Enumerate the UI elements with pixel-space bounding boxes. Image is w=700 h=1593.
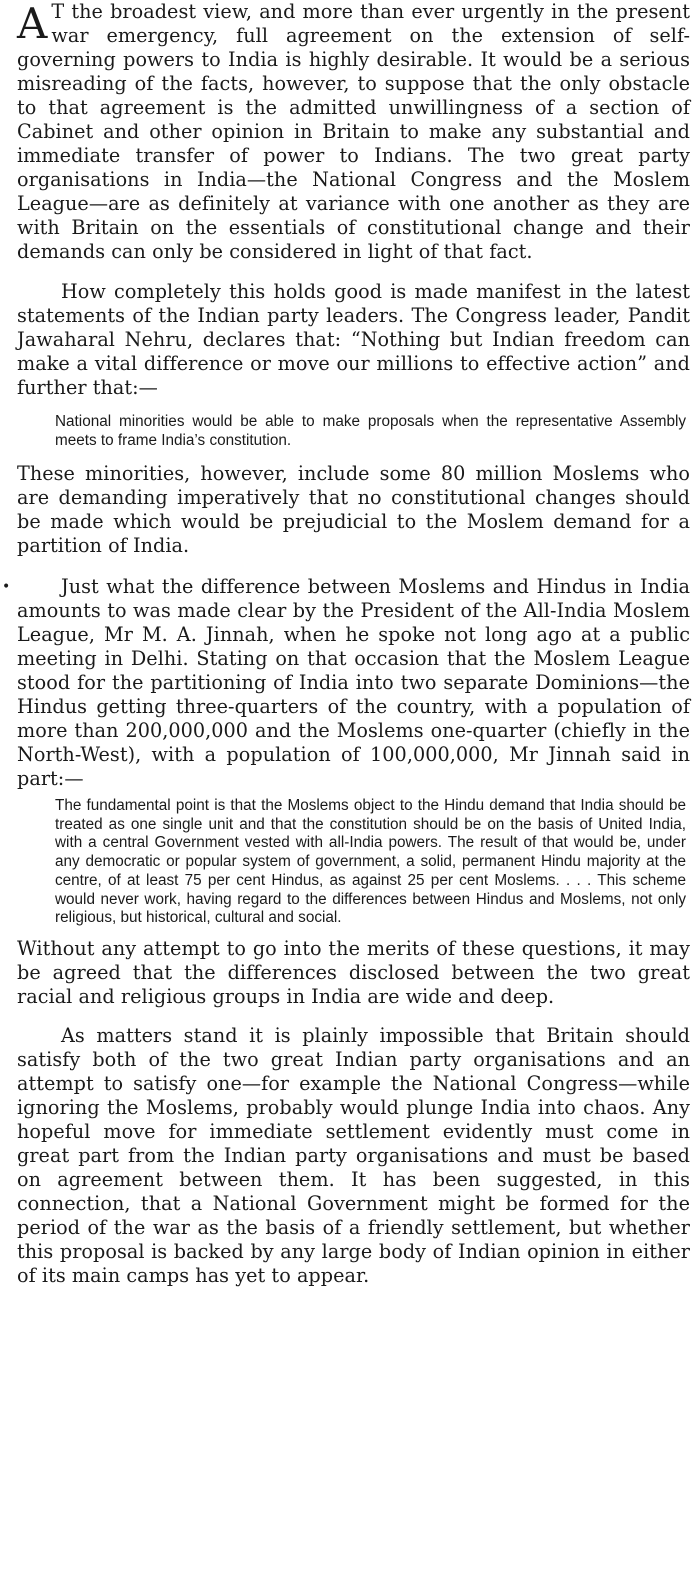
paragraph-6: As matters stand it is plainly impossible that Britain should satisfy both of the two great Indian party organisations and an attempt to satisfy one—for example the National Congress—while ignoring the Moslems, probably would plunge India into chaos. Any hopeful move for immediate settlement evidently must come in great part from the Indian party organisations and must be based on agreement between them. It has been suggested, in this connection, that a National Government might be formed for the period of the war as the basis of a friendly settlement, but whether this proposal is backed by any large body of Indian opinion in either of its main camps has yet to appear. [17, 1023, 690, 1287]
paragraph-2: How completely this holds good is made manifest in the latest statements of the Indian party leaders. The Congress leader, Pandit Jawaharal Nehru, declares that: “Nothing but Indian freedom can make a vital difference or move our millions to effective action” and further that:— [17, 280, 690, 399]
paragraph-4: Just what the difference between Moslems and Hindus in India amounts to was made clear by the President of the All-India Moslem League, Mr M. A. Jinnah, when he spoke not long ago at a public meeting in Delhi. Stating on that occasion that the Moslem League stood for the partitioning of India into two separate Dominions—the Hindus getting three-quarters of the country, with a population of more than 200,000,000 and the Moslems one-quarter (chiefly in the North-West), with a population of 100,000,000, Mr Jinnah said in part:— [17, 575, 690, 790]
quote-nehru: National minorities would be able to make proposals when the representative Assembly meets to frame India’s constitution. [55, 413, 686, 449]
paragraph-3: These minorities, however, include some 80 million Moslems who are demanding imperatively that no constitutional changes should be made which would be prejudicial to the Moslem demand for a partition of India. [17, 462, 690, 557]
paragraph-1-text: T the broadest view, and more than ever urgently in the present war emergency, full agreement on the extension of self-governing powers to India is highly desirable. It would be a serious misreading of the facts, however, to suppose that the only obstacle to that agreement is the admitted unwillingness of a section of Cabinet and other opinion in Britain to make any substantial and immediate transfer of power to Indians. The two great party organisations in India—the National Congress and the Moslem League—are as definitely at variance with one another as they are with Britain on the essentials of constitutional change and their demands can only be considered in light of that fact. [17, 0, 690, 263]
margin-mark-icon: • [2, 579, 11, 595]
drop-cap: A [17, 0, 48, 48]
paragraph-5: Without any attempt to go into the merits of these questions, it may be agreed that the differences disclosed between the two great racial and religious groups in India are wide and deep. [17, 936, 690, 1008]
quote-jinnah: The fundamental point is that the Moslems object to the Hindu demand that India should be treated as one single unit and that the constitution should be on the basis of United India, with a central Government vested with all-India powers. The result of that would be, under any democratic or popular system of government, a solid, permanent Hindu majority at the centre, of at least 75 per cent Hindus, as against 25 per cent Moslems. . . . This scheme would never work, having regard to the differences between Hindus and Moslems, not only religious, but historical, cultural and social. [55, 797, 686, 927]
paragraph-1 [17, 0, 690, 264]
